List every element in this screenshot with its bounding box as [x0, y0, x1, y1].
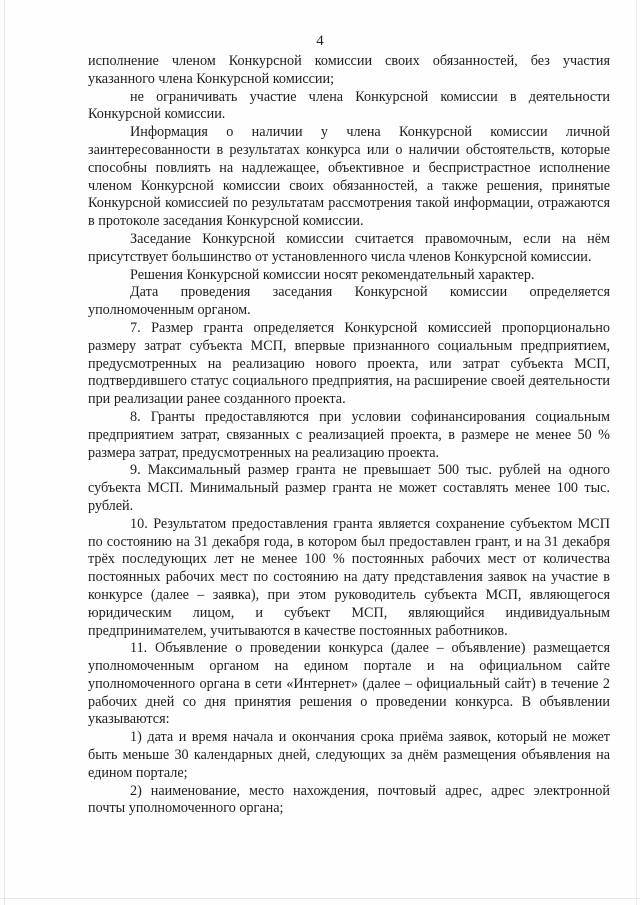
- paragraph: не ограничивать участие члена Конкурсной комиссии в деятельности Конкурсной комиссии.: [88, 88, 610, 123]
- scan-edge-left: [4, 0, 5, 905]
- paragraph: 1) дата и время начала и окончания срока приёма заявок, который не может быть меньше 30 календарных дней, следующих за днём размещения объявления на едином портале;: [88, 729, 610, 781]
- paragraph: Информация о наличии у члена Конкурсной комиссии личной заинтересованности в результатах конкурса или о наличии обстоятельств, которые способны повлиять на надлежащее, объективное и беспристрастное исполнение членом Конкурсной комиссии своих обязанностей, а также решения, принятые Конкурсной комиссией по результатам рассмотрения такой информации, отражаются в протоколе заседания Конкурсной комиссии.: [88, 124, 610, 230]
- paragraph: 7. Размер гранта определяется Конкурсной комиссией пропорционально размеру затрат субъекта МСП, впервые признанного социальным предприятием, предусмотренных на реализацию нового проекта, или затрат субъекта МСП, подтвердившего статус социального предприятия, на расширение своей деятельности при реализации ранее созданного проекта.: [88, 319, 610, 408]
- scan-edge-bottom: [0, 898, 640, 899]
- paragraph: Заседание Конкурсной комиссии считается правомочным, если на нём присутствует большинство от установленного числа членов Конкурсной комиссии.: [88, 230, 610, 265]
- scan-edge-right: [636, 0, 637, 905]
- paragraph: 9. Максимальный размер гранта не превышает 500 тыс. рублей на одного субъекта МСП. Минимальный размер гранта не может составлять менее 100 тыс. рублей.: [88, 462, 610, 514]
- paragraph: Дата проведения заседания Конкурсной комиссии определяется уполномоченным органом.: [88, 284, 610, 319]
- page-number: 4: [316, 33, 324, 49]
- paragraph: 11. Объявление о проведении конкурса (далее – объявление) размещается уполномоченным органом на едином портале и на официальном сайте уполномоченного органа в сети «Интернет» (далее – официальный сайт) в течение 2 рабочих дней со дня принятия решения о проведении конкурса. В объявлении указываются:: [88, 640, 610, 728]
- paragraph: 10. Результатом предоставления гранта является сохранение субъектом МСП по состоянию на 31 декабря года, в котором был предоставлен грант, и на 31 декабря трёх последующих лет не менее 100 % постоянных рабочих мест от количества постоянных рабочих мест по состоянию на дату представления заявок на участие в конкурсе (далее – заявка), при этом руководитель субъекта МСП, являющегося юридическим лицом, и субъект МСП, являющийся индивидуальным предпринимателем, учитываются в качестве постоянных работников.: [88, 515, 610, 639]
- paragraph: 2) наименование, место нахождения, почтовый адрес, адрес электронной почты уполномоченного органа;: [88, 782, 610, 817]
- paragraph: Решения Конкурсной комиссии носят рекомендательный характер.: [130, 266, 535, 283]
- document-body: [88, 53, 610, 818]
- paragraph: 8. Гранты предоставляются при условии софинансирования социальным предприятием затрат, связанных с реализацией проекта, в размере не менее 50 % размера затрат, предусмотренных на реализацию проекта.: [88, 408, 610, 461]
- paragraph: исполнение членом Конкурсной комиссии своих обязанностей, без участия указанного члена Конкурсной комиссии;: [88, 53, 610, 87]
